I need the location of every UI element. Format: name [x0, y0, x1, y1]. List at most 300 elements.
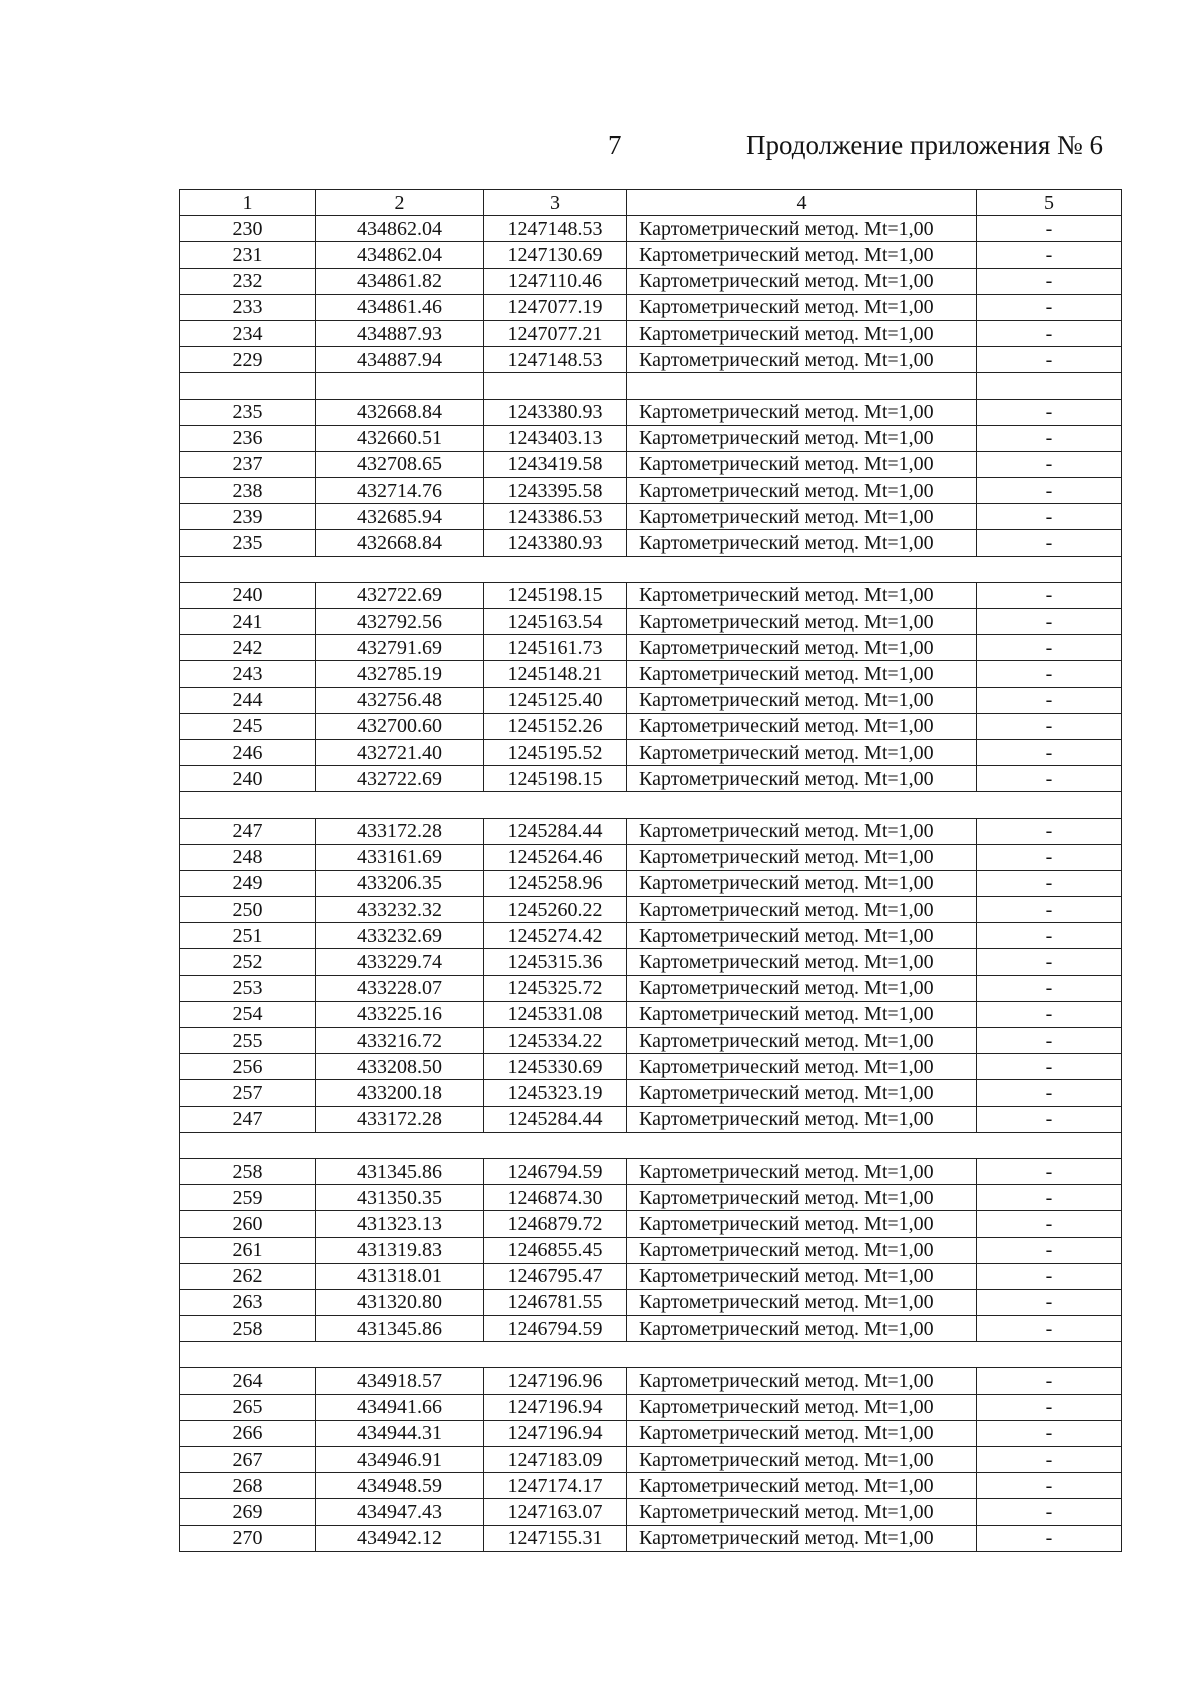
empty-cell: [180, 1342, 1122, 1368]
table-cell: 1245152.26: [484, 713, 627, 739]
table-row: [180, 399, 1122, 425]
table-row: [180, 1499, 1122, 1525]
table-cell: 261: [180, 1237, 316, 1263]
table-row: [180, 818, 1122, 844]
table-cell: -: [977, 1289, 1122, 1315]
table-cell: -: [977, 1106, 1122, 1132]
table-cell: -: [977, 1525, 1122, 1551]
table-row: [180, 739, 1122, 765]
table-cell: 1246795.47: [484, 1263, 627, 1289]
table-cell: 267: [180, 1447, 316, 1473]
table-cell: Картометрический метод. Mt=1,00: [627, 294, 977, 320]
table-row: [180, 294, 1122, 320]
table-cell: -: [977, 1263, 1122, 1289]
separator-row: [180, 1132, 1122, 1158]
table-cell: 432708.65: [316, 451, 484, 477]
table-cell: 434941.66: [316, 1394, 484, 1420]
table-cell: 1243395.58: [484, 478, 627, 504]
table-cell: 434946.91: [316, 1447, 484, 1473]
empty-cell: [180, 1132, 1122, 1158]
empty-cell: [180, 792, 1122, 818]
table-row: [180, 1001, 1122, 1027]
table-cell: 1246794.59: [484, 1316, 627, 1342]
table-cell: -: [977, 347, 1122, 373]
table-cell: -: [977, 1499, 1122, 1525]
table-cell: Картометрический метод. Mt=1,00: [627, 1237, 977, 1263]
table-cell: Картометрический метод. Mt=1,00: [627, 897, 977, 923]
table-cell: -: [977, 320, 1122, 346]
table-cell: 239: [180, 504, 316, 530]
table-cell: Картометрический метод. Mt=1,00: [627, 635, 977, 661]
table-cell: 1247077.21: [484, 320, 627, 346]
table-cell: Картометрический метод. Mt=1,00: [627, 530, 977, 556]
table-cell: Картометрический метод. Mt=1,00: [627, 478, 977, 504]
table-cell: -: [977, 1473, 1122, 1499]
table-row: [180, 451, 1122, 477]
table-cell: Картометрический метод. Mt=1,00: [627, 504, 977, 530]
empty-cell: [627, 373, 977, 399]
table-cell: 243: [180, 661, 316, 687]
table-cell: 432714.76: [316, 478, 484, 504]
table-cell: 434861.46: [316, 294, 484, 320]
table-cell: 1245274.42: [484, 923, 627, 949]
table-cell: 1246874.30: [484, 1185, 627, 1211]
table-cell: -: [977, 870, 1122, 896]
table-row: [180, 1106, 1122, 1132]
table-cell: Картометрический метод. Mt=1,00: [627, 1054, 977, 1080]
table-cell: 434887.93: [316, 320, 484, 346]
table-cell: 431350.35: [316, 1185, 484, 1211]
table-row: [180, 242, 1122, 268]
table-row: [180, 635, 1122, 661]
table-cell: Картометрический метод. Mt=1,00: [627, 844, 977, 870]
table-cell: 264: [180, 1368, 316, 1394]
table-cell: 1243380.93: [484, 399, 627, 425]
table-cell: 235: [180, 399, 316, 425]
table-cell: 268: [180, 1473, 316, 1499]
table-row: [180, 268, 1122, 294]
table-cell: Картометрический метод. Mt=1,00: [627, 1185, 977, 1211]
table-cell: 1247155.31: [484, 1525, 627, 1551]
table-cell: -: [977, 1185, 1122, 1211]
table-cell: 431345.86: [316, 1316, 484, 1342]
table-row: [180, 1525, 1122, 1551]
table-cell: 434887.94: [316, 347, 484, 373]
table-cell: 434948.59: [316, 1473, 484, 1499]
table-row: [180, 1420, 1122, 1446]
table-cell: 432722.69: [316, 582, 484, 608]
table-cell: 1247148.53: [484, 216, 627, 242]
table-cell: -: [977, 582, 1122, 608]
table-cell: 234: [180, 320, 316, 346]
table-cell: 1245323.19: [484, 1080, 627, 1106]
table-cell: 247: [180, 818, 316, 844]
table-cell: 240: [180, 766, 316, 792]
table-cell: 241: [180, 609, 316, 635]
table-cell: Картометрический метод. Mt=1,00: [627, 582, 977, 608]
page-number: 7: [608, 130, 622, 160]
table-cell: 254: [180, 1001, 316, 1027]
table-row: [180, 478, 1122, 504]
table-cell: 1245198.15: [484, 582, 627, 608]
table-cell: 432791.69: [316, 635, 484, 661]
table-cell: -: [977, 766, 1122, 792]
table-cell: Картометрический метод. Mt=1,00: [627, 399, 977, 425]
table-cell: 434862.04: [316, 216, 484, 242]
table-row: [180, 1054, 1122, 1080]
table-cell: 1245161.73: [484, 635, 627, 661]
table-cell: -: [977, 1316, 1122, 1342]
table-cell: 259: [180, 1185, 316, 1211]
table-cell: 1247196.94: [484, 1420, 627, 1446]
table-cell: -: [977, 923, 1122, 949]
table-cell: 433172.28: [316, 818, 484, 844]
empty-cell: [180, 373, 316, 399]
table-cell: 432792.56: [316, 609, 484, 635]
table-cell: -: [977, 478, 1122, 504]
table-cell: Картометрический метод. Mt=1,00: [627, 713, 977, 739]
table-cell: 433200.18: [316, 1080, 484, 1106]
table-cell: 1245284.44: [484, 818, 627, 844]
table-row: [180, 713, 1122, 739]
table-row: [180, 1289, 1122, 1315]
table-cell: Картометрический метод. Mt=1,00: [627, 1420, 977, 1446]
table-cell: 242: [180, 635, 316, 661]
table-cell: Картометрический метод. Mt=1,00: [627, 1028, 977, 1054]
table-row: [180, 1263, 1122, 1289]
table-cell: 432660.51: [316, 425, 484, 451]
table-cell: 432756.48: [316, 687, 484, 713]
separator-row: [180, 556, 1122, 582]
table-row: [180, 870, 1122, 896]
table-cell: -: [977, 1211, 1122, 1237]
table-cell: 248: [180, 844, 316, 870]
table-cell: Картометрический метод. Mt=1,00: [627, 1368, 977, 1394]
table-cell: 235: [180, 530, 316, 556]
table-cell: -: [977, 268, 1122, 294]
empty-cell: [977, 373, 1122, 399]
table-cell: 255: [180, 1028, 316, 1054]
table-cell: -: [977, 1394, 1122, 1420]
table-cell: 432685.94: [316, 504, 484, 530]
table-cell: Картометрический метод. Mt=1,00: [627, 268, 977, 294]
table-cell: 434947.43: [316, 1499, 484, 1525]
table-cell: 247: [180, 1106, 316, 1132]
table-header-row: [180, 190, 1122, 216]
table-cell: 270: [180, 1525, 316, 1551]
table-cell: -: [977, 1447, 1122, 1473]
table-cell: 238: [180, 478, 316, 504]
empty-cell: [484, 373, 627, 399]
table-cell: 433228.07: [316, 975, 484, 1001]
table-cell: -: [977, 949, 1122, 975]
table-cell: Картометрический метод. Mt=1,00: [627, 975, 977, 1001]
table-cell: -: [977, 1368, 1122, 1394]
separator-row: [180, 1342, 1122, 1368]
table-cell: Картометрический метод. Mt=1,00: [627, 1080, 977, 1106]
table-cell: 431323.13: [316, 1211, 484, 1237]
table-cell: 1247196.96: [484, 1368, 627, 1394]
table-row: [180, 425, 1122, 451]
table-cell: 1245315.36: [484, 949, 627, 975]
table-cell: 433206.35: [316, 870, 484, 896]
table-cell: 431345.86: [316, 1158, 484, 1184]
table-row: [180, 661, 1122, 687]
table-row: [180, 582, 1122, 608]
table-cell: -: [977, 661, 1122, 687]
table-cell: -: [977, 399, 1122, 425]
table-cell: Картометрический метод. Mt=1,00: [627, 818, 977, 844]
table-cell: 1243380.93: [484, 530, 627, 556]
empty-cell: [316, 373, 484, 399]
table-cell: 266: [180, 1420, 316, 1446]
table-row: [180, 1368, 1122, 1394]
table-cell: Картометрический метод. Mt=1,00: [627, 451, 977, 477]
table-cell: 1245330.69: [484, 1054, 627, 1080]
table-cell: 1246781.55: [484, 1289, 627, 1315]
table-cell: 434942.12: [316, 1525, 484, 1551]
table-cell: -: [977, 844, 1122, 870]
table-cell: 1247130.69: [484, 242, 627, 268]
table-cell: 432668.84: [316, 530, 484, 556]
table-cell: 262: [180, 1263, 316, 1289]
table-cell: 231: [180, 242, 316, 268]
table-cell: Картометрический метод. Mt=1,00: [627, 242, 977, 268]
table-row: [180, 1028, 1122, 1054]
table-cell: 269: [180, 1499, 316, 1525]
table-cell: -: [977, 294, 1122, 320]
table-cell: 1247077.19: [484, 294, 627, 320]
table-cell: Картометрический метод. Mt=1,00: [627, 1289, 977, 1315]
table-row: [180, 216, 1122, 242]
table-row: [180, 504, 1122, 530]
table-cell: Картометрический метод. Mt=1,00: [627, 1106, 977, 1132]
table-cell: 431319.83: [316, 1237, 484, 1263]
table-cell: -: [977, 1001, 1122, 1027]
table-cell: 1245284.44: [484, 1106, 627, 1132]
table-cell: 433161.69: [316, 844, 484, 870]
table-row: [180, 320, 1122, 346]
table-row: [180, 609, 1122, 635]
table-cell: 1247110.46: [484, 268, 627, 294]
table-cell: 263: [180, 1289, 316, 1315]
table-cell: 432722.69: [316, 766, 484, 792]
separator-row: [180, 792, 1122, 818]
table-cell: 1243419.58: [484, 451, 627, 477]
table-cell: -: [977, 609, 1122, 635]
table-cell: 1245334.22: [484, 1028, 627, 1054]
table-cell: 244: [180, 687, 316, 713]
table-cell: Картометрический метод. Mt=1,00: [627, 320, 977, 346]
table-cell: 434918.57: [316, 1368, 484, 1394]
table-cell: -: [977, 1237, 1122, 1263]
table-cell: 1243386.53: [484, 504, 627, 530]
table-cell: Картометрический метод. Mt=1,00: [627, 1316, 977, 1342]
table-cell: 433225.16: [316, 1001, 484, 1027]
table-cell: 258: [180, 1316, 316, 1342]
table-cell: 236: [180, 425, 316, 451]
table-row: [180, 687, 1122, 713]
table-cell: 433216.72: [316, 1028, 484, 1054]
table-cell: -: [977, 635, 1122, 661]
table-cell: 1247196.94: [484, 1394, 627, 1420]
table-row: [180, 1447, 1122, 1473]
table-cell: 230: [180, 216, 316, 242]
table-row: [180, 1316, 1122, 1342]
table-cell: -: [977, 216, 1122, 242]
column-header: 2: [316, 190, 484, 216]
table-cell: -: [977, 1158, 1122, 1184]
table-cell: 432721.40: [316, 739, 484, 765]
table-cell: Картометрический метод. Mt=1,00: [627, 923, 977, 949]
table-cell: 434861.82: [316, 268, 484, 294]
table-cell: Картометрический метод. Mt=1,00: [627, 870, 977, 896]
table-cell: 434944.31: [316, 1420, 484, 1446]
table-row: [180, 766, 1122, 792]
table-row: [180, 975, 1122, 1001]
table-cell: 1245163.54: [484, 609, 627, 635]
table-cell: Картометрический метод. Mt=1,00: [627, 1158, 977, 1184]
table-cell: -: [977, 713, 1122, 739]
table-cell: 232: [180, 268, 316, 294]
table-cell: 256: [180, 1054, 316, 1080]
table-cell: -: [977, 1420, 1122, 1446]
table-cell: Картометрический метод. Mt=1,00: [627, 766, 977, 792]
column-header: 4: [627, 190, 977, 216]
table-cell: Картометрический метод. Mt=1,00: [627, 216, 977, 242]
table-cell: 433232.32: [316, 897, 484, 923]
appendix-caption: Продолжение приложения № 6: [746, 130, 1104, 160]
table-cell: 1245195.52: [484, 739, 627, 765]
table-cell: 233: [180, 294, 316, 320]
table-cell: 433232.69: [316, 923, 484, 949]
table-row: [180, 1158, 1122, 1184]
table-cell: 252: [180, 949, 316, 975]
table-row: [180, 949, 1122, 975]
table-cell: 1243403.13: [484, 425, 627, 451]
table-cell: Картометрический метод. Mt=1,00: [627, 1001, 977, 1027]
table-row: [180, 347, 1122, 373]
table-cell: 431318.01: [316, 1263, 484, 1289]
table-cell: Картометрический метод. Mt=1,00: [627, 609, 977, 635]
table-cell: Картометрический метод. Mt=1,00: [627, 687, 977, 713]
table-cell: -: [977, 975, 1122, 1001]
separator-row: [180, 373, 1122, 399]
table-cell: 1247183.09: [484, 1447, 627, 1473]
table-cell: 1245264.46: [484, 844, 627, 870]
table-row: [180, 1080, 1122, 1106]
table-cell: Картометрический метод. Mt=1,00: [627, 1394, 977, 1420]
table-cell: 237: [180, 451, 316, 477]
table-cell: Картометрический метод. Mt=1,00: [627, 1211, 977, 1237]
table-row: [180, 530, 1122, 556]
table-cell: 1245198.15: [484, 766, 627, 792]
table-cell: 433172.28: [316, 1106, 484, 1132]
table-cell: 1245260.22: [484, 897, 627, 923]
table-cell: 258: [180, 1158, 316, 1184]
table-cell: 433208.50: [316, 1054, 484, 1080]
column-header: 1: [180, 190, 316, 216]
table-cell: -: [977, 425, 1122, 451]
table-cell: 432785.19: [316, 661, 484, 687]
table-cell: 432700.60: [316, 713, 484, 739]
column-header: 5: [977, 190, 1122, 216]
table-cell: -: [977, 242, 1122, 268]
table-cell: -: [977, 739, 1122, 765]
table-cell: 1245148.21: [484, 661, 627, 687]
table-cell: 240: [180, 582, 316, 608]
table-cell: -: [977, 897, 1122, 923]
table-cell: 229: [180, 347, 316, 373]
table-cell: -: [977, 1080, 1122, 1106]
table-cell: Картометрический метод. Mt=1,00: [627, 1263, 977, 1289]
table-cell: -: [977, 1054, 1122, 1080]
table-cell: -: [977, 451, 1122, 477]
table-cell: -: [977, 1028, 1122, 1054]
table-body: [180, 216, 1122, 1552]
table-cell: Картометрический метод. Mt=1,00: [627, 425, 977, 451]
table-cell: 1247174.17: [484, 1473, 627, 1499]
table-cell: Картометрический метод. Mt=1,00: [627, 1499, 977, 1525]
table-cell: 246: [180, 739, 316, 765]
table-cell: -: [977, 504, 1122, 530]
table-cell: 245: [180, 713, 316, 739]
table-cell: Картометрический метод. Mt=1,00: [627, 739, 977, 765]
table-cell: Картометрический метод. Mt=1,00: [627, 1473, 977, 1499]
table-cell: 431320.80: [316, 1289, 484, 1315]
table-row: [180, 1237, 1122, 1263]
table-cell: Картометрический метод. Mt=1,00: [627, 347, 977, 373]
table-cell: -: [977, 687, 1122, 713]
table-row: [180, 1473, 1122, 1499]
table-cell: 432668.84: [316, 399, 484, 425]
table-row: [180, 1394, 1122, 1420]
table-cell: 1245331.08: [484, 1001, 627, 1027]
column-header: 3: [484, 190, 627, 216]
table-cell: -: [977, 530, 1122, 556]
table-row: [180, 844, 1122, 870]
empty-cell: [180, 556, 1122, 582]
table-cell: 1245125.40: [484, 687, 627, 713]
table-row: [180, 897, 1122, 923]
table-cell: Картометрический метод. Mt=1,00: [627, 1447, 977, 1473]
table-cell: Картометрический метод. Mt=1,00: [627, 661, 977, 687]
table-cell: 251: [180, 923, 316, 949]
table-cell: 1247163.07: [484, 1499, 627, 1525]
table-cell: 1246794.59: [484, 1158, 627, 1184]
table-cell: 1246879.72: [484, 1211, 627, 1237]
table-cell: 265: [180, 1394, 316, 1420]
table-cell: 250: [180, 897, 316, 923]
table-cell: 253: [180, 975, 316, 1001]
table-cell: 1247148.53: [484, 347, 627, 373]
table-row: [180, 923, 1122, 949]
table-cell: 1245258.96: [484, 870, 627, 896]
table-cell: Картометрический метод. Mt=1,00: [627, 949, 977, 975]
table-row: [180, 1185, 1122, 1211]
table-row: [180, 1211, 1122, 1237]
table-cell: 434862.04: [316, 242, 484, 268]
table-cell: 260: [180, 1211, 316, 1237]
table-cell: -: [977, 818, 1122, 844]
coordinates-table: [179, 189, 1122, 1552]
table-cell: 433229.74: [316, 949, 484, 975]
table-cell: 249: [180, 870, 316, 896]
table-cell: 1245325.72: [484, 975, 627, 1001]
table-cell: Картометрический метод. Mt=1,00: [627, 1525, 977, 1551]
table-cell: 1246855.45: [484, 1237, 627, 1263]
table-cell: 257: [180, 1080, 316, 1106]
